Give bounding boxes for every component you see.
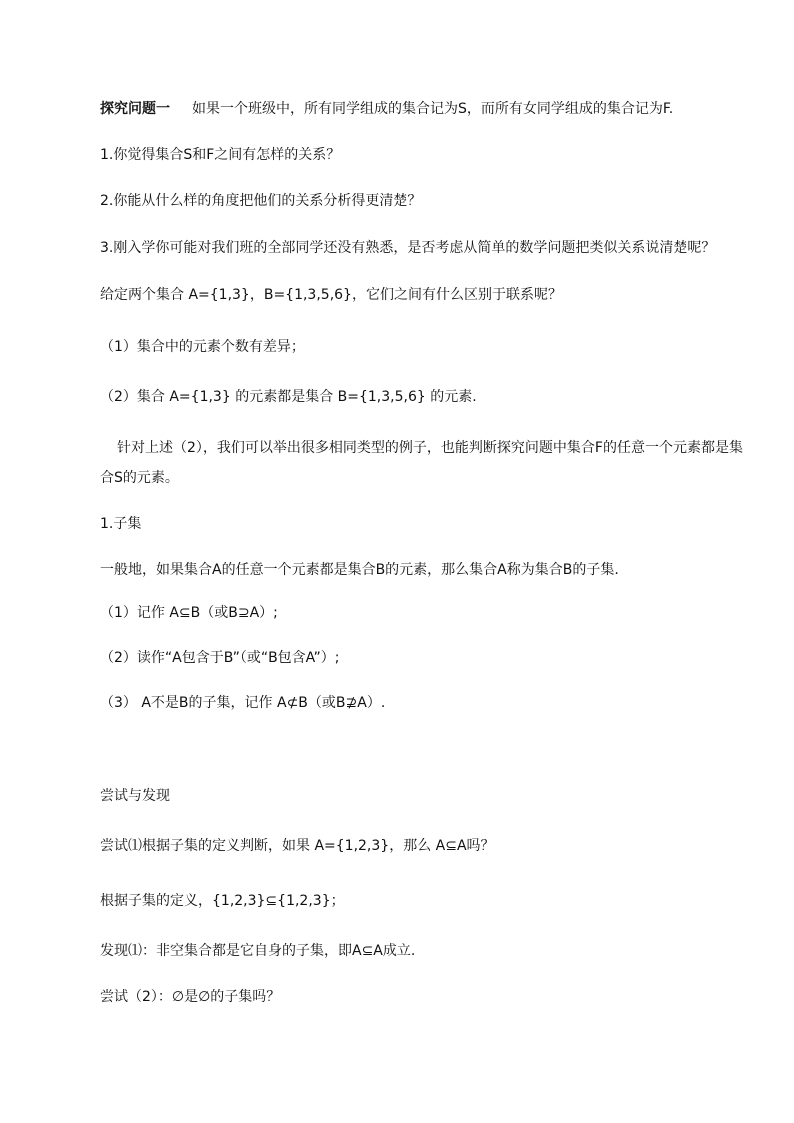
- subset-heading: 1.子集: [100, 516, 142, 532]
- summary-line-1: 针对上述（2），我们可以举出很多相同类型的例子，也能判断探究问题中集合F的任意一个元素都是集: [117, 440, 743, 456]
- subset-definition: 一般地，如果集合A的任意一个元素都是集合B的元素，那么集合A称为集合B的子集.: [100, 562, 619, 578]
- question-3: 3.刚入学你可能对我们班的全部同学还没有熟悉，是否考虑从简单的数学问题把类似关系说清楚呢？: [100, 240, 716, 256]
- question-2: 2.你能从什么样的角度把他们的关系分析得更清楚？: [100, 193, 422, 209]
- difference-1: （1）集合中的元素个数有差异；: [100, 339, 305, 355]
- intro-label: 探究问题一: [100, 101, 170, 117]
- difference-2: （2）集合 A={1,3} 的元素都是集合 B={1,3,5,6} 的元素.: [100, 389, 477, 405]
- try-heading: 尝试与发现: [100, 788, 170, 804]
- subset-note-1: （1）记作 A⊆B（或B⊇A）;: [100, 605, 278, 621]
- intro-text: 如果一个班级中，所有同学组成的集合记为S，而所有女同学组成的集合记为F.: [192, 101, 674, 117]
- subset-note-3: （3） A不是B的子集，记作 A⊄B（或B⊉A）.: [100, 695, 386, 711]
- finding-1: 发现⑴：非空集合都是它自身的子集，即A⊆A成立.: [100, 943, 416, 959]
- answer-1: 根据子集的定义，{1,2,3}⊆{1,2,3}；: [100, 893, 345, 909]
- try-2: 尝试（2）：∅是∅的子集吗？: [100, 989, 281, 1005]
- try-1: 尝试⑴根据子集的定义判断，如果 A={1,2,3}，那么 A⊆A吗？: [100, 838, 495, 854]
- given-sets: 给定两个集合 A={1,3}，B={1,3,5,6}，它们之间有什么区别于联系呢？: [100, 287, 562, 303]
- summary-line-2: 合S的元素。: [100, 470, 179, 486]
- subset-note-2: （2）读作“A包含于B”（或“B包含A”）;: [100, 650, 340, 666]
- intro-paragraph: [100, 99, 673, 119]
- question-1: 1.你觉得集合S和F之间有怎样的关系？: [100, 147, 341, 163]
